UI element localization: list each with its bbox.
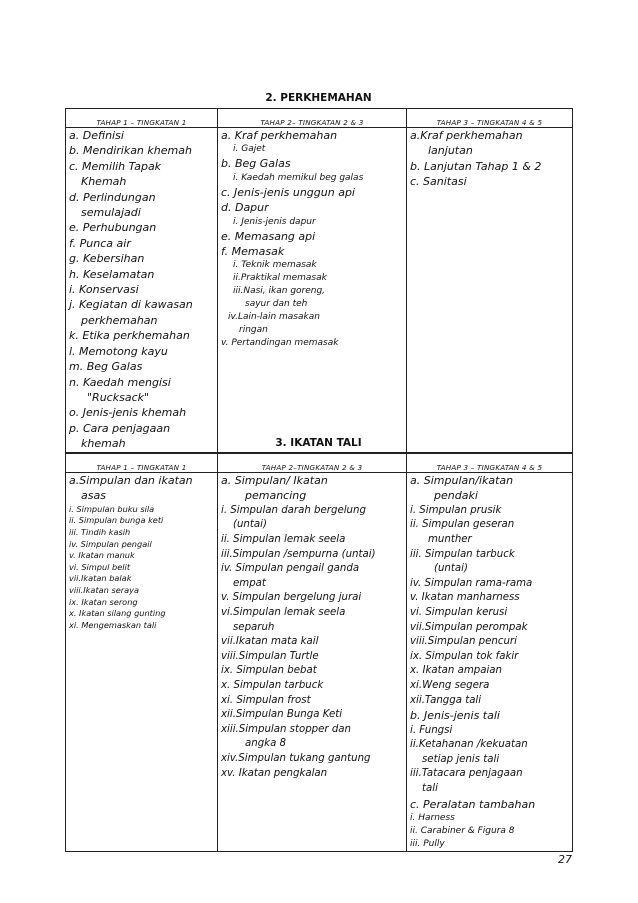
- header-tahap-1: TAHAP 1 – TINGKATAN 1: [66, 454, 218, 473]
- table-perkhemahan: [65, 108, 573, 453]
- list-item: d. Perlindungan: [69, 190, 156, 204]
- tahap-2-cell: [218, 128, 407, 453]
- list-item: asas: [81, 489, 106, 503]
- table-header-row: [66, 454, 573, 473]
- list-item: i. Gajet: [233, 144, 266, 155]
- list-item: pemancing: [245, 489, 307, 503]
- list-item: ii. Simpulan lemak seela: [221, 534, 346, 545]
- list-item: ringan: [239, 325, 268, 336]
- list-item: b. Beg Galas: [221, 157, 291, 171]
- list-item: a. Definisi: [69, 129, 124, 142]
- list-item: iii.Nasi, ikan goreng,: [233, 286, 326, 297]
- list-item: i. Kaedah memikul beg galas: [233, 172, 364, 183]
- list-item: lanjutan: [428, 144, 473, 158]
- list-item: vii.Simpulan perompak: [410, 621, 528, 633]
- list-item: c. Sanitasi: [410, 175, 467, 189]
- list-item: ii. Carabiner & Figura 8: [410, 825, 515, 836]
- list-item: b. Lanjutan Tahap 1 & 2: [410, 159, 542, 173]
- list-item: xiii.Simpulan stopper dan: [221, 723, 352, 735]
- list-item: ii.Ketahanan /kekuatan: [410, 739, 528, 751]
- list-item: x. Ikatan silang gunting: [69, 608, 166, 619]
- list-item: p. Cara penjagaan: [69, 421, 171, 435]
- list-item: empat: [233, 577, 266, 589]
- tahap-3-list: [410, 473, 569, 851]
- table-ikatan-tali: [65, 453, 573, 852]
- list-item: ix. Simpulan tok fakir: [410, 650, 519, 662]
- list-item: v. Ikatan manharness: [410, 592, 520, 604]
- list-item: m. Beg Galas: [69, 360, 143, 374]
- list-item: angka 8: [245, 738, 287, 750]
- list-item: i. Teknik memasak: [233, 260, 317, 271]
- list-item: c. Memilih Tapak: [69, 159, 162, 173]
- list-item: i. Simpulan darah bergelung: [221, 504, 366, 516]
- tahap-1-list: [69, 473, 214, 631]
- list-item: iv.Lain-lain masakan: [228, 312, 320, 323]
- list-item: xi. Simpulan frost: [221, 694, 311, 706]
- list-item: viii.Simpulan Turtle: [221, 650, 319, 662]
- list-item: i. Jenis-jenis dapur: [233, 216, 316, 227]
- list-item: iv. Simpulan pengail ganda: [221, 563, 360, 575]
- list-item: b. Mendirikan khemah: [69, 144, 192, 158]
- list-item: viii.Ikatan seraya: [69, 584, 140, 595]
- list-item: xv. Ikatan pengkalan: [221, 767, 328, 779]
- list-item: (untai): [233, 519, 267, 531]
- list-item: Khemah: [81, 175, 127, 189]
- list-item: iii. Tindih kasih: [69, 527, 131, 537]
- list-item: ii.Praktikal memasak: [233, 273, 327, 284]
- section-title-ikatan-tali: 3. IKATAN TALI: [275, 437, 362, 449]
- list-item: iii.Tatacara penjagaan: [410, 768, 523, 780]
- list-item: v. Ikatan manuk: [69, 550, 135, 561]
- table-content-row: [66, 473, 573, 852]
- list-item: vi. Simpulan kerusi: [410, 606, 508, 618]
- list-item: i. Fungsi: [410, 724, 453, 736]
- list-item: d. Dapur: [221, 201, 269, 215]
- list-item: iii. Simpulan tarbuck: [410, 548, 515, 560]
- list-item: khemah: [81, 437, 126, 451]
- list-item: iv. Simpulan pengail: [69, 538, 152, 549]
- list-item: e. Memasang api: [221, 229, 316, 243]
- list-item: iii.Simpulan /sempurna (untai): [221, 548, 376, 560]
- list-item: b. Jenis-jenis tali: [410, 709, 500, 723]
- list-item: v. Simpulan bergelung jurai: [221, 592, 362, 604]
- list-item: i. Harness: [410, 812, 455, 823]
- list-item: x. Ikatan ampaian: [410, 665, 502, 677]
- list-item: i. Simpulan buku sila: [69, 503, 155, 514]
- list-item: ix. Ikatan serong: [69, 596, 138, 607]
- tahap-3-list: [410, 128, 569, 190]
- table-header-row: [66, 109, 573, 128]
- list-item: (untai): [434, 563, 468, 575]
- list-item: pendaki: [434, 489, 478, 503]
- tahap-3-cell: [407, 128, 573, 453]
- list-item: x. Simpulan tarbuck: [221, 679, 324, 691]
- header-tahap-2: TAHAP 2– TINGKATAN 2 & 3: [218, 109, 407, 128]
- list-item: xiv.Simpulan tukang gantung: [221, 752, 371, 764]
- list-item: xi.Weng segera: [410, 679, 490, 691]
- list-item: vii.Ikatan mata kail: [221, 636, 319, 648]
- tahap-3-cell: [407, 473, 573, 852]
- header-tahap-3: TAHAP 3 – TINGKATAN 4 & 5: [407, 109, 573, 128]
- list-item: l. Memotong kayu: [69, 344, 168, 358]
- list-item: perkhemahan: [81, 313, 158, 327]
- list-item: vi.Simpulan lemak seela: [221, 606, 346, 618]
- tahap-1-list: [69, 128, 214, 452]
- list-item: f. Memasak: [221, 245, 285, 259]
- header-tahap-2: TAHAP 2–TINGKATAN 2 & 3: [218, 454, 407, 473]
- list-item: o. Jenis-jenis khemah: [69, 406, 187, 420]
- list-item: semulajadi: [81, 206, 141, 220]
- list-item: vii.Ikatan balak: [69, 573, 132, 584]
- list-item: ix. Simpulan bebat: [221, 665, 317, 677]
- list-item: v. Pertandingan memasak: [221, 338, 339, 349]
- list-item: ii. Simpulan bunga keti: [69, 515, 164, 526]
- list-item: i. Konservasi: [69, 283, 139, 297]
- tahap-2-list: [221, 128, 403, 350]
- list-item: f. Punca air: [69, 236, 131, 250]
- list-item: c. Jenis-jenis unggun api: [221, 185, 355, 199]
- list-item: h. Keselamatan: [69, 267, 155, 281]
- list-item: a.Simpulan dan ikatan: [69, 474, 193, 487]
- list-item: viii.Simpulan pencuri: [410, 636, 517, 648]
- list-item: a. Simpulan/ Ikatan: [221, 474, 328, 487]
- list-item: c. Peralatan tambahan: [410, 797, 536, 811]
- list-item: g. Kebersihan: [69, 252, 145, 266]
- list-item: iv. Simpulan rama-rama: [410, 577, 533, 589]
- list-item: a. Kraf perkhemahan: [221, 129, 338, 142]
- list-item: k. Etika perkhemahan: [69, 329, 190, 343]
- tahap-2-list: [221, 473, 403, 781]
- page-number: 27: [558, 853, 572, 866]
- list-item: i. Simpulan prusik: [410, 504, 502, 516]
- header-tahap-1: TAHAP 1 – TINGKATAN 1: [66, 109, 218, 128]
- list-item: e. Perhubungan: [69, 221, 157, 235]
- list-item: munther: [428, 534, 472, 545]
- list-item: ii. Simpulan geseran: [410, 519, 515, 531]
- tahap-1-cell: [66, 473, 218, 852]
- list-item: xii.Simpulan Bunga Keti: [221, 709, 343, 721]
- list-item: "Rucksack": [87, 390, 150, 404]
- list-item: a. Simpulan/ikatan: [410, 474, 514, 487]
- list-item: sayur dan teh: [245, 299, 308, 310]
- list-item: xii.Tangga tali: [410, 694, 482, 706]
- list-item: vi. Simpul belit: [69, 561, 131, 572]
- list-item: tali: [422, 782, 438, 794]
- list-item: n. Kaedah mengisi: [69, 375, 171, 389]
- list-item: xi. Mengemaskan tali: [69, 619, 157, 630]
- list-item: j. Kegiatan di kawasan: [69, 298, 193, 312]
- list-item: separuh: [233, 621, 275, 633]
- tahap-2-cell: [218, 473, 407, 852]
- list-item: setiap jenis tali: [422, 753, 500, 765]
- tahap-1-cell: [66, 128, 218, 453]
- header-tahap-3: TAHAP 3 – TINGKATAN 4 & 5: [407, 454, 573, 473]
- section-title-perkhemahan: 2. PERKHEMAHAN: [265, 92, 372, 104]
- list-item: iii. Pully: [410, 838, 445, 849]
- table-content-row: [66, 128, 573, 453]
- list-item: a.Kraf perkhemahan: [410, 129, 523, 142]
